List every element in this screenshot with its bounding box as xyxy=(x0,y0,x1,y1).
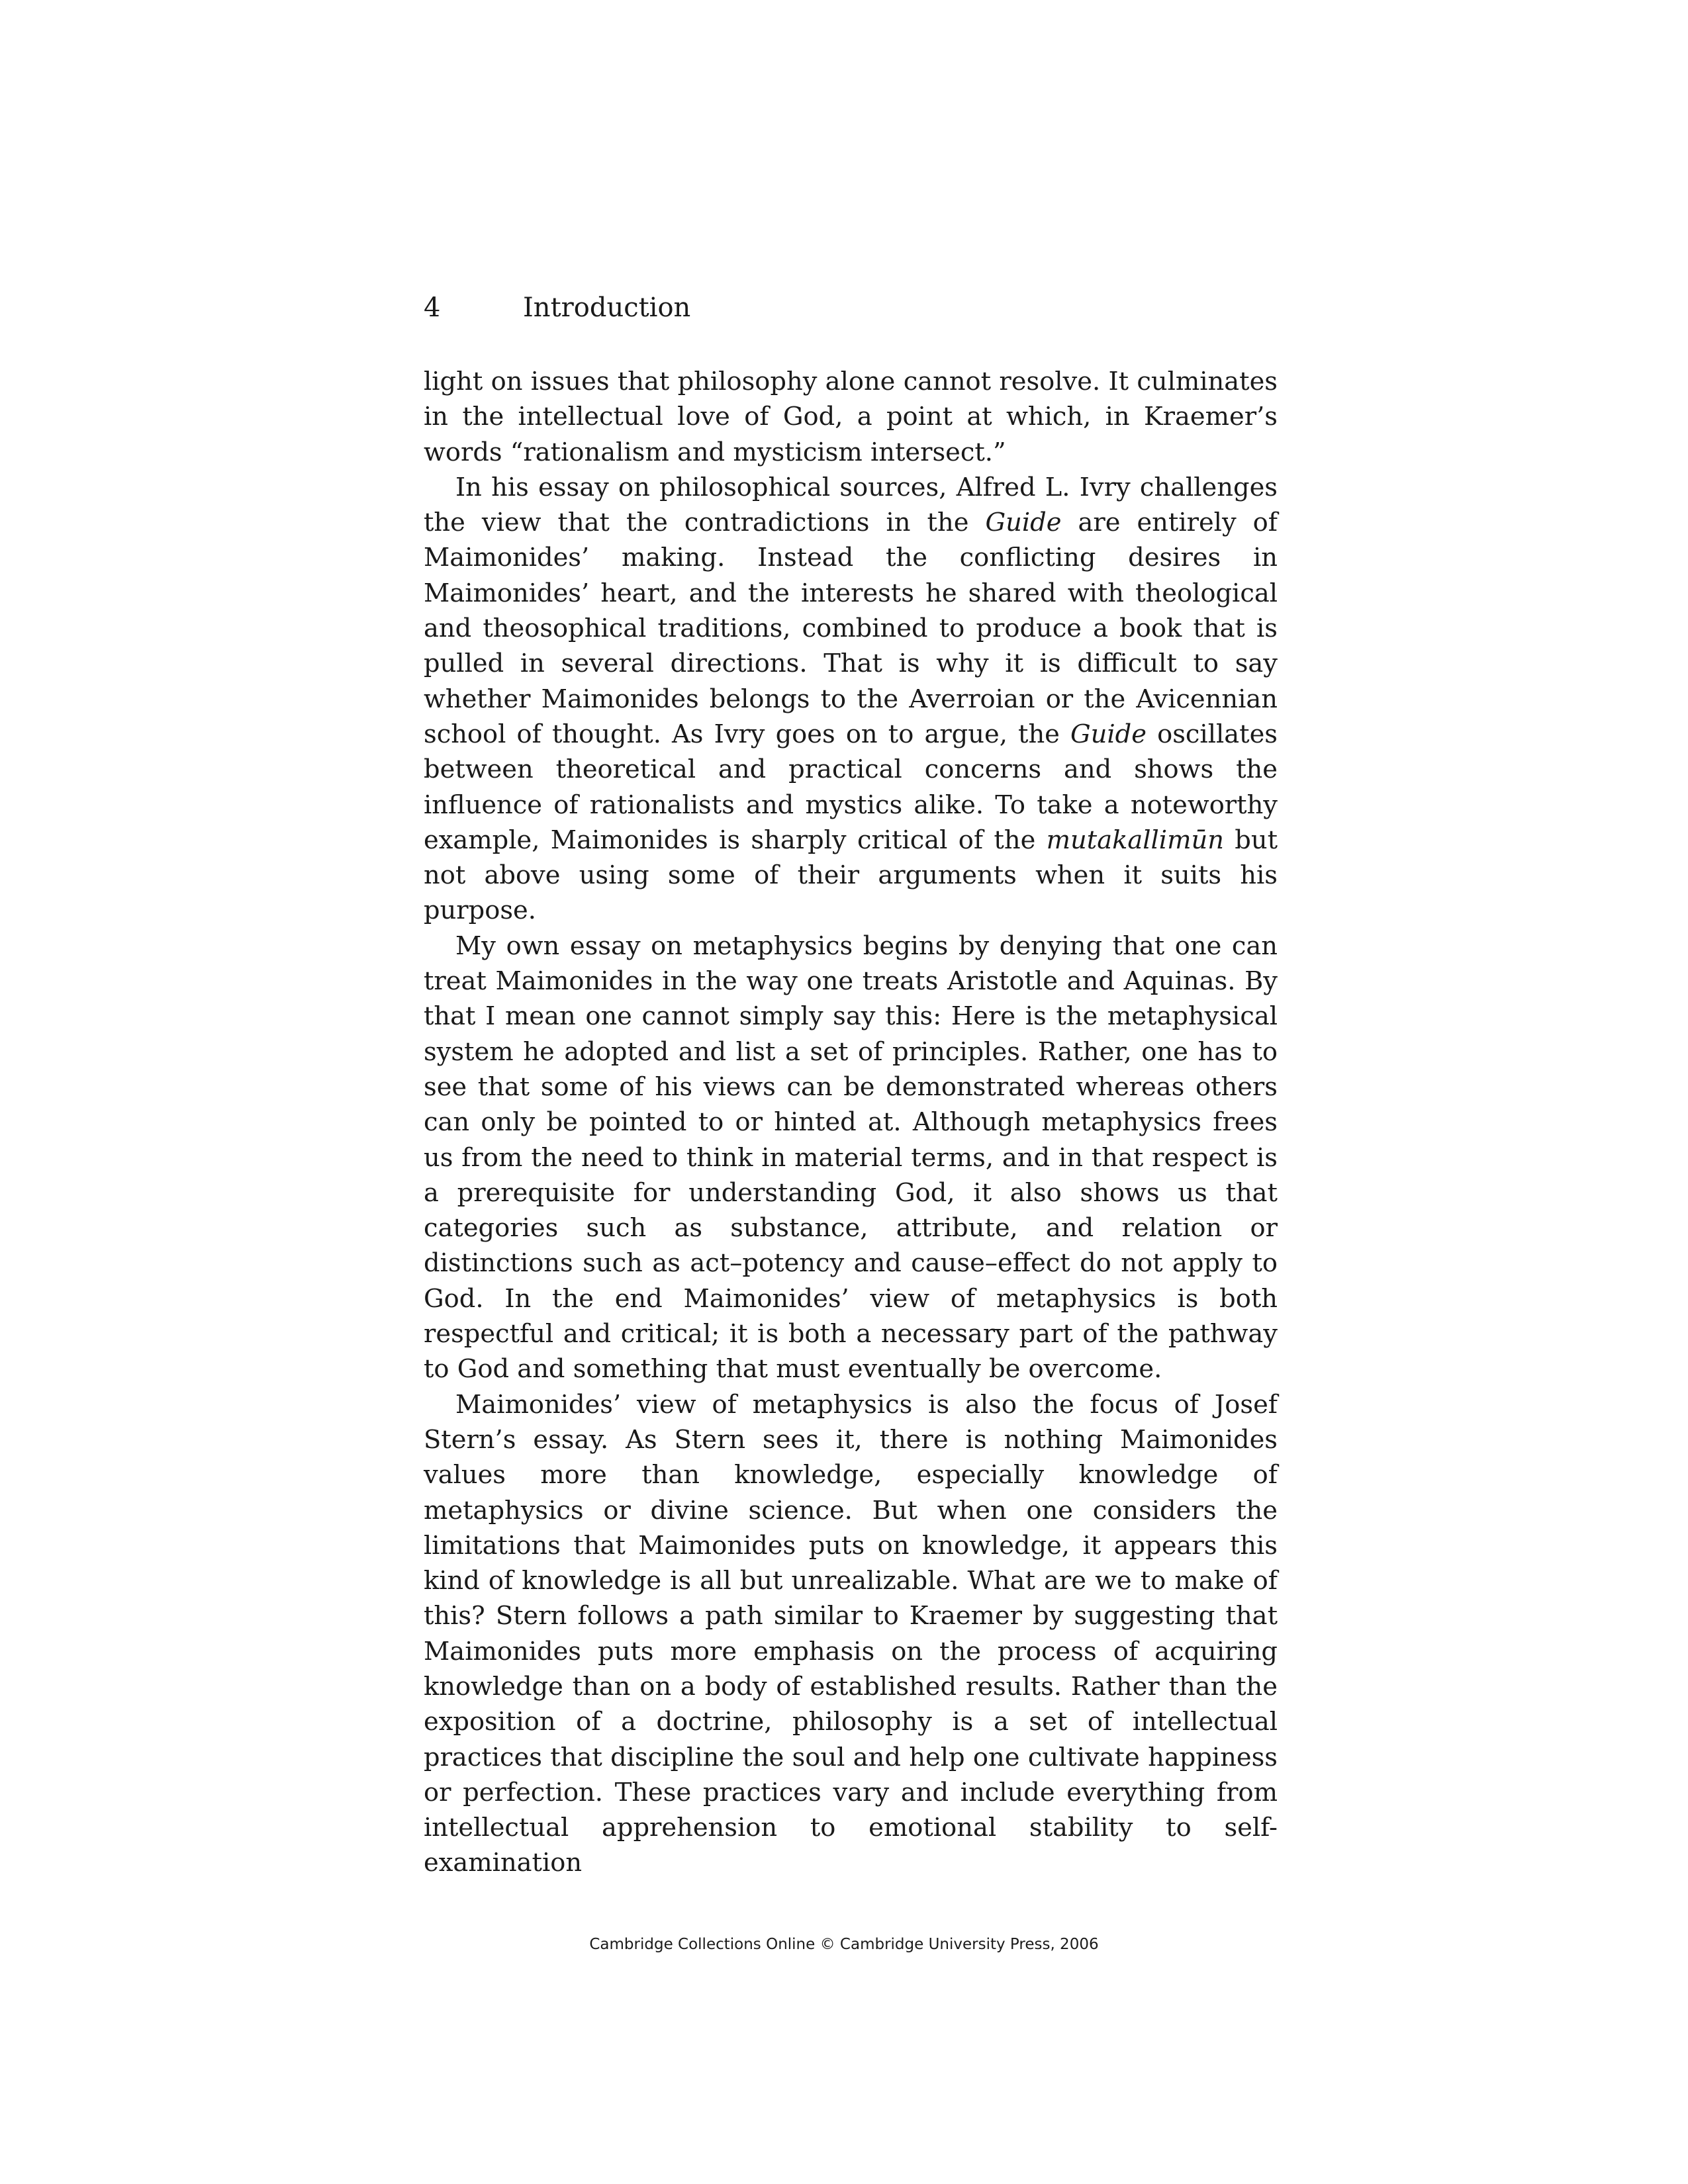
paragraph-2-text-b: are entirely of Maimonides’ making. Instead the conflicting desires in Maimonides’ heart, and the interests he shared with theological and theosophical traditions, combined to produce a book that is pulled in several directions. That is why it is difficult to say whether Maimonides belongs to the Averroian or the Avicennian school of thought. As Ivry goes on to argue, the xyxy=(424,508,1278,749)
paragraph-3-text: My own essay on metaphysics begins by denying that one can treat Maimonides in the way one treats Aristotle and Aquinas. By that I mean one cannot simply say this: Here is the metaphysical system he adopted and list a set of principles. Rather, one has to see that some of his views can be demonstrated whereas others can only be pointed to or hinted at. Although metaphysics frees us from the need to think in material terms, and in that respect is a prerequisite for understanding God, it also shows us that categories such as substance, attribute, and relation or distinctions such as act–potency and cause–effect do not apply to God. In the end Maimonides’ view of metaphysics is both respectful and critical; it is both a necessary part of the pathway to God and something that must eventually be overcome. xyxy=(424,931,1278,1385)
body-text xyxy=(424,364,1278,1881)
guide-title-italic: Guide xyxy=(1070,719,1147,749)
page-number: 4 xyxy=(424,293,441,323)
paragraph-1 xyxy=(424,364,1278,470)
paragraph-2 xyxy=(424,470,1278,929)
paragraph-2-text-a: In his essay on philosophical sources, Alfred L. Ivry challenges the view that the contradictions in the xyxy=(424,472,1278,538)
running-head-title: Introduction xyxy=(523,293,691,323)
guide-title-italic: Guide xyxy=(985,508,1062,538)
mutakallimun-term-italic: mutakallimūn xyxy=(1046,825,1224,855)
paragraph-3 xyxy=(424,929,1278,1387)
paragraph-4 xyxy=(424,1387,1278,1881)
copyright-footer: Cambridge Collections Online © Cambridge University Press, 2006 xyxy=(589,1936,1099,1953)
paragraph-2-text-d: but not above using some of their arguments when it suits his purpose. xyxy=(424,825,1278,926)
paragraph-2-text-c: oscillates between theoretical and practical concerns and shows the influence of rationalists and mystics alike. To take a noteworthy example, Maimonides is sharply critical of the xyxy=(424,719,1278,855)
paragraph-1-text: light on issues that philosophy alone cannot resolve. It culminates in the intellectual love of God, a point at which, in Kraemer’s words “rationalism and mysticism intersect.” xyxy=(424,367,1278,467)
paragraph-4-text: Maimonides’ view of metaphysics is also the focus of Josef Stern’s essay. As Stern sees it, there is nothing Maimonides values more than knowledge, especially knowledge of metaphysics or divine science. But when one considers the limitations that Maimonides puts on knowledge, it appears this kind of knowledge is all but unrealizable. What are we to make of this? Stern follows a path similar to Kraemer by suggesting that Maimonides puts more emphasis on the process of acquiring knowledge than on a body of established results. Rather than the exposition of a doctrine, philosophy is a set of intellectual practices that discipline the soul and help one cultivate happiness or perfection. These practices vary and include everything from intellectual apprehension to emotional stability to self-examination xyxy=(424,1389,1278,1878)
running-header xyxy=(424,291,1278,324)
